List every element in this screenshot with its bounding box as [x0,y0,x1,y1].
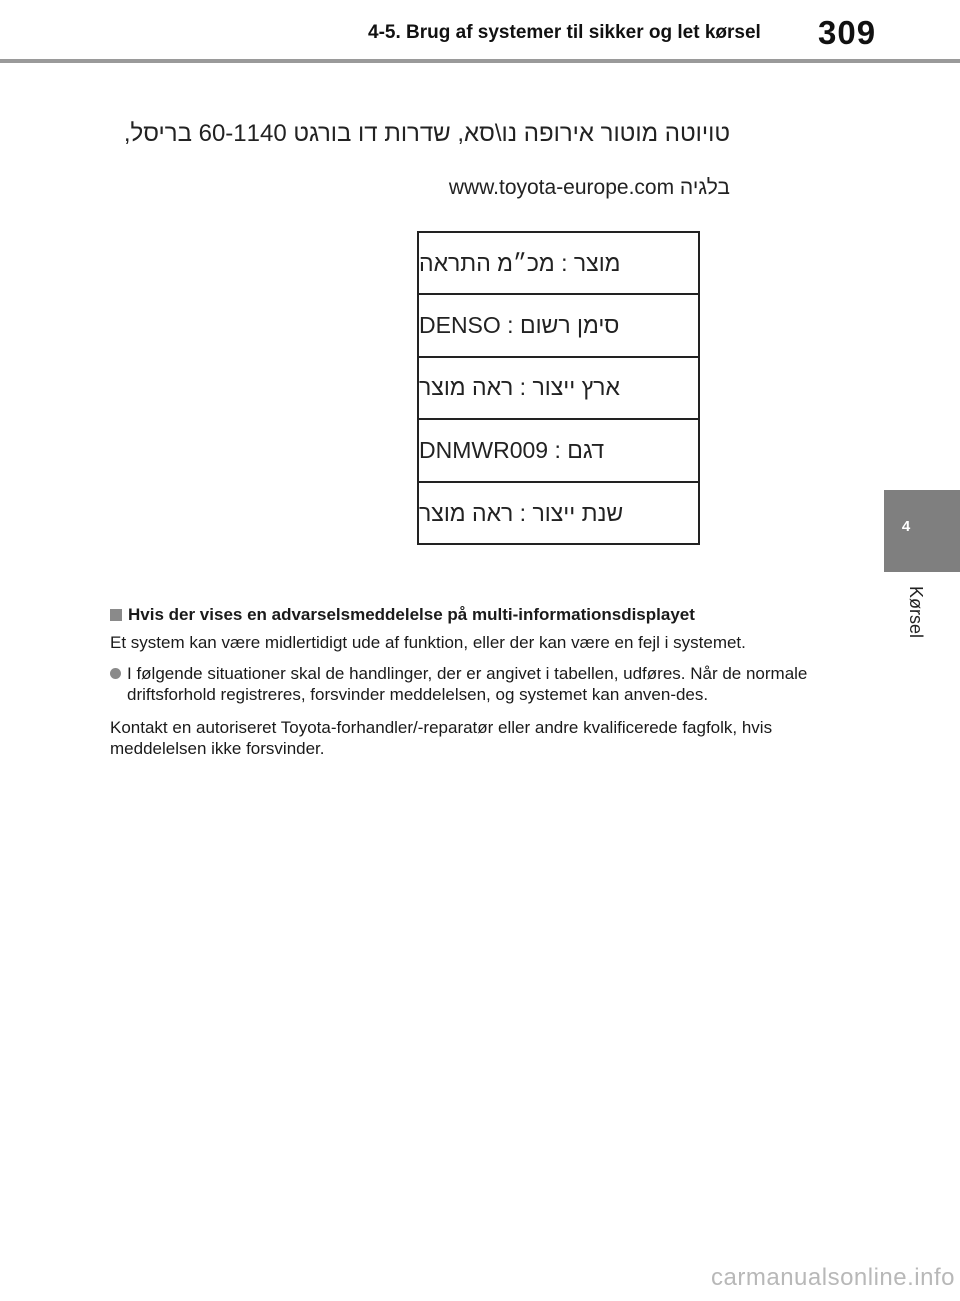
label-row: שנת ייצור : ראה מוצר [419,500,624,527]
bullet-text: I følgende situationer skal de handlinger, der er angivet i tabellen, udføres. Når de normale driftsforhold registreres, forsvinder meddelelsen, og systemet kan anven-des. [127,664,808,704]
footer-watermark: carmanualsonline.info [711,1264,955,1291]
label-row: סימן רשום : DENSO [419,295,698,357]
page-number: 309 [818,14,877,51]
chapter-tab-label: Kørsel [906,586,926,639]
circle-bullet-icon [110,668,121,679]
certification-address: טויוטה מוטור אירופה נו\סא, שדרות דו בורגט 60-1140 בריסל, [123,120,730,147]
bullet-item [110,663,850,705]
closing-paragraph: Kontakt en autoriseret Toyota-forhandler/-reparatør eller andre kvalificerede fagfolk, hvis meddelelsen ikke forsvinder. [110,718,773,758]
square-bullet-icon [110,609,122,621]
intro-paragraph: Et system kan være midlertidigt ude af funktion, eller der kan være en fejl i systemet. [110,633,746,652]
section-heading [110,604,850,626]
certification-country-url: בלגיה www.toyota-europe.com [448,176,730,199]
section-heading-text: Hvis der vises en advarselsmeddelelse på multi-informationsdisplayet [128,605,695,624]
warning-section [110,604,850,759]
label-row: ארץ ייצור : ראה מוצר [419,358,698,420]
header-divider [0,59,960,63]
label-row: דגם : DNMWR009 [419,420,698,482]
chapter-tab-number: 4 [901,518,911,535]
label-row: מוצר : מכ״מ התראה [419,233,698,295]
chapter-tab [884,490,960,572]
header-section-title: 4-5. Brug af systemer til sikker og let kørsel [368,22,761,43]
chapter-tab-label-wrap [906,586,926,666]
certification-label-table [417,231,700,545]
